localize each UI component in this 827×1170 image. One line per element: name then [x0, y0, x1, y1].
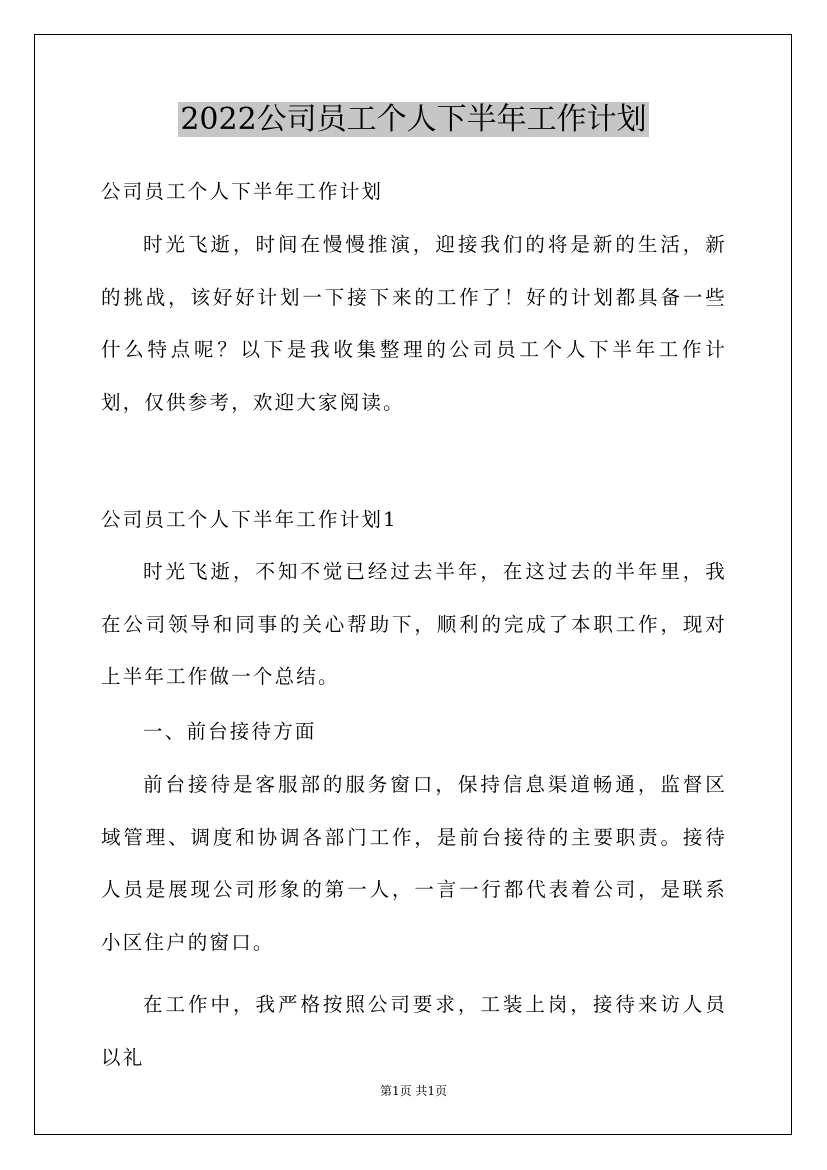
- section-heading: 公司员工个人下半年工作计划1: [101, 508, 398, 531]
- section-heading: 公司员工个人下半年工作计划: [101, 180, 384, 203]
- body-paragraph: 前台接待是客服部的服务窗口，保持信息渠道畅通，监督区域管理、调度和协调各部门工作，是前台接待的主要职责。接待人员是展现公司形象的第一人，一言一行都代表着公司，是联系小区住户的窗口。: [101, 773, 727, 954]
- document-title-text: 2022公司员工个人下半年工作计划: [180, 102, 647, 137]
- document-title: [0, 98, 827, 142]
- intro-paragraph: 时光飞逝，时间在慢慢推演，迎接我们的将是新的生活，新的挑战，该好好计划一下接下来的工作了！好的计划都具备一些什么特点呢？以下是我收集整理的公司员工个人下半年工作计划，仅供参考，欢迎大家阅读。: [101, 233, 727, 414]
- subsection-heading: 一、前台接待方面: [143, 720, 317, 743]
- body-paragraph: 时光飞逝，不知不觉已经过去半年，在这过去的半年里，我在公司领导和同事的关心帮助下，顺利的完成了本职工作，现对上半年工作做一个总结。: [101, 560, 727, 688]
- page-number-footer: 第1页 共1页: [379, 1084, 448, 1098]
- body-paragraph: 在工作中，我严格按照公司要求，工装上岗，接待来访人员以礼: [101, 993, 727, 1069]
